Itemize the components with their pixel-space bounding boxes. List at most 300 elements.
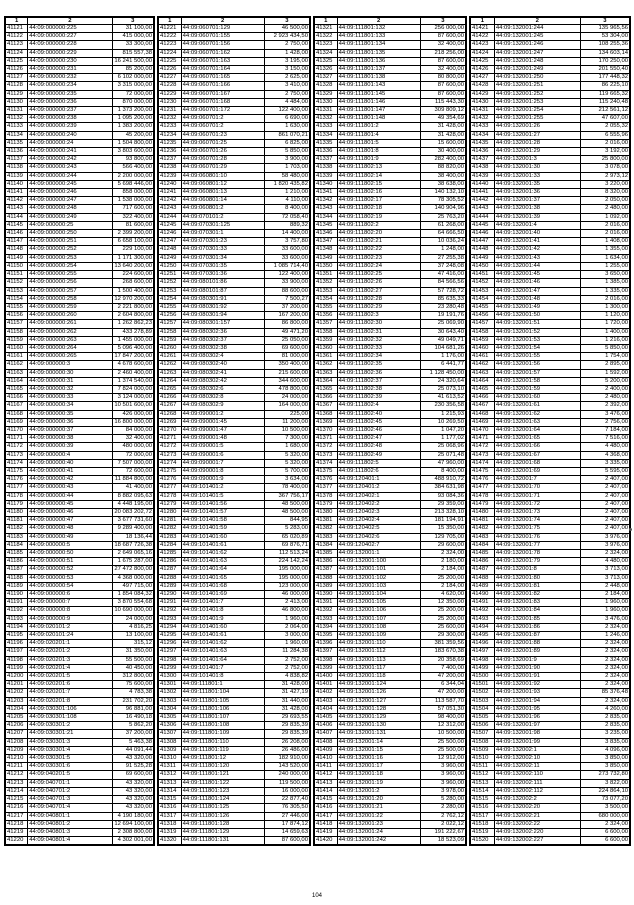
cadastral-number-cell: 44:09:101401:68 <box>181 582 264 590</box>
table-row <box>315 640 466 648</box>
row-number-cell: 41294 <box>159 623 182 631</box>
row-number-cell: 41510 <box>471 755 495 763</box>
table-row <box>6 90 154 98</box>
table-row <box>159 558 310 566</box>
value-cell: 2 407,00 <box>580 525 629 533</box>
value-cell: 25 069,90 <box>420 320 465 328</box>
value-cell: 31 100,00 <box>112 25 153 33</box>
value-cell: 2 973,12 <box>580 172 629 180</box>
cadastral-number-cell: 44:09:132001:113 <box>337 656 420 664</box>
cadastral-number-cell: 44:09:132001:65 <box>494 435 580 443</box>
table-row <box>315 681 466 689</box>
row-number-cell: 41465 <box>471 385 495 393</box>
value-cell: 3 634,00 <box>264 476 309 484</box>
value-cell: 2 448,00 <box>580 582 629 590</box>
row-number-cell: 41393 <box>315 615 338 623</box>
cadastral-number-cell: 44:09:132001:43 <box>494 254 580 262</box>
value-cell: 2 184,00 <box>580 591 629 599</box>
value-cell: 256 000,00 <box>420 25 465 33</box>
cadastral-number-cell: 44:09:132001:78 <box>494 550 580 558</box>
table-row <box>315 804 466 812</box>
value-cell: 1 373 200,00 <box>112 107 153 115</box>
value-cell: 85 200,00 <box>112 66 153 74</box>
cadastral-number-cell: 44:09:101401:5 <box>181 492 264 500</box>
cadastral-number-cell: 44:09:000000:43 <box>28 484 112 492</box>
row-number-cell: 41509 <box>471 746 495 754</box>
row-number-cell: 41270 <box>159 426 182 434</box>
value-cell: 2 324,00 <box>580 656 629 664</box>
cadastral-number-cell: 44:09:111802:6 <box>337 467 420 475</box>
value-cell: 43 320,00 <box>112 787 153 795</box>
table-row <box>315 213 466 221</box>
row-number-cell: 41300 <box>159 673 182 681</box>
value-cell: 566 400,00 <box>112 164 153 172</box>
cadastral-number-cell: 44:09:030301:3 <box>28 738 112 746</box>
value-cell: 5 320,00 <box>264 459 309 467</box>
table-row <box>6 33 154 41</box>
cadastral-number-cell: 44:09:111802:17 <box>337 197 420 205</box>
table-row <box>315 238 466 246</box>
row-number-cell: 41291 <box>159 599 182 607</box>
table-row <box>6 640 154 648</box>
row-number-cell: 41347 <box>315 238 338 246</box>
row-number-cell: 41247 <box>159 238 182 246</box>
value-cell: 225,00 <box>264 410 309 418</box>
table-row <box>471 238 630 246</box>
cadastral-number-cell: 44:09:111801:104 <box>181 689 264 697</box>
cadastral-number-cell: 44:09:070301:23 <box>181 238 264 246</box>
value-cell: 87 600,00 <box>420 33 465 41</box>
cadastral-number-cell: 44:09:132001:41 <box>494 238 580 246</box>
cadastral-number-cell: 44:09:132001:61 <box>494 402 580 410</box>
cadastral-number-cell: 44:09:132001:242 <box>337 837 420 845</box>
table-row <box>159 476 310 484</box>
table-row <box>315 812 466 820</box>
cadastral-number-cell: 44:09:030301:2 <box>28 722 112 730</box>
value-cell: 2 756,00 <box>580 418 629 426</box>
table-row <box>159 74 310 82</box>
cadastral-number-cell: 44:09:101401:9 <box>181 615 264 623</box>
cadastral-number-cell: 44:09:111801:126 <box>181 812 264 820</box>
value-cell: 433 278,89 <box>112 328 153 336</box>
cadastral-number-cell: 44:09:020201:5 <box>28 673 112 681</box>
table-row <box>159 771 310 779</box>
row-number-cell: 41184 <box>6 541 28 549</box>
row-number-cell: 41149 <box>6 254 28 262</box>
cadastral-number-cell: 44:09:060801:12 <box>181 180 264 188</box>
value-cell: 2 625,00 <box>264 74 309 82</box>
table-row <box>315 115 466 123</box>
table-row <box>159 164 310 172</box>
row-number-cell: 41339 <box>315 172 338 180</box>
value-cell: 181 194,91 <box>420 517 465 525</box>
table-row <box>6 41 154 49</box>
cadastral-number-cell: 44:09:111801:5 <box>337 139 420 147</box>
cadastral-number-cell: 44:09:080302:40 <box>181 361 264 369</box>
value-cell: 49 049,71 <box>420 336 465 344</box>
cadastral-number-cell: 44:09:000000:264 <box>28 344 112 352</box>
table-row <box>6 262 154 270</box>
value-cell: 889,32 <box>264 221 309 229</box>
cadastral-number-cell: 44:09:101401:57 <box>181 508 264 516</box>
cadastral-number-cell: 44:09:000000:41 <box>28 467 112 475</box>
value-cell: 2 016,00 <box>580 230 629 238</box>
value-cell: 7 500,27 <box>264 295 309 303</box>
row-number-cell: 41388 <box>315 574 338 582</box>
row-number-cell: 41236 <box>159 148 182 156</box>
cadastral-number-cell: 44:09:060701:166 <box>181 82 264 90</box>
cadastral-number-cell: 44:09:111801:131 <box>181 837 264 845</box>
value-cell: 3 078,00 <box>580 164 629 172</box>
value-cell: 27 446,00 <box>264 812 309 820</box>
row-number-cell: 41173 <box>6 451 28 459</box>
row-number-cell: 41275 <box>159 467 182 475</box>
value-cell: 3 900,00 <box>264 156 309 164</box>
row-number-cell: 41331 <box>315 107 338 115</box>
value-cell: 47 607,00 <box>580 115 629 123</box>
table-row <box>159 82 310 90</box>
cadastral-number-cell: 44:09:111802:38 <box>337 385 420 393</box>
cadastral-number-cell: 44:09:111802:23 <box>337 254 420 262</box>
table-row <box>315 591 466 599</box>
table-row <box>6 771 154 779</box>
value-cell: 2 064,00 <box>264 623 309 631</box>
cadastral-number-cell: 44:09:111802:3 <box>337 312 420 320</box>
cadastral-number-cell: 44:09:120402:2 <box>337 500 420 508</box>
row-number-cell: 41420 <box>315 837 338 845</box>
value-cell: 4 484,00 <box>264 98 309 106</box>
value-cell: 55 500,00 <box>112 656 153 664</box>
value-cell: 6 344,04 <box>420 681 465 689</box>
value-cell: 1 177,02 <box>420 435 465 443</box>
table-row <box>315 25 466 33</box>
value-cell: 119 500,00 <box>264 779 309 787</box>
value-cell: 6 825,00 <box>264 139 309 147</box>
value-cell: 87 600,00 <box>420 82 465 90</box>
value-cell: 12 912,00 <box>420 755 465 763</box>
table-row <box>315 418 466 426</box>
cadastral-number-cell: 44:09:000000:33 <box>28 394 112 402</box>
row-number-cell: 41383 <box>315 533 338 541</box>
value-cell: 2 280,00 <box>420 804 465 812</box>
row-number-cell: 41361 <box>315 353 338 361</box>
cadastral-number-cell: 44:09:080101:87 <box>181 287 264 295</box>
cadastral-number-cell: 44:09:132001:92 <box>494 681 580 689</box>
value-cell: 2 022,12 <box>420 820 465 828</box>
cadastral-number-cell: 44:09:132001:103 <box>337 582 420 590</box>
row-number-cell: 41472 <box>471 443 495 451</box>
cadastral-number-cell: 44:09:000000:31 <box>28 377 112 385</box>
row-number-cell: 41228 <box>159 82 182 90</box>
table-row <box>471 336 630 344</box>
value-cell: 2 407,00 <box>580 476 629 484</box>
row-number-cell: 41240 <box>159 180 182 188</box>
row-number-cell: 41515 <box>471 796 495 804</box>
table-row <box>315 279 466 287</box>
cadastral-number-cell: 44:09:132002:2 <box>494 796 580 804</box>
value-cell: 29 600,00 <box>420 541 465 549</box>
cadastral-number-cell: 44:09:132001:255 <box>494 115 580 123</box>
row-number-cell: 41180 <box>6 508 28 516</box>
value-cell: 25 200,00 <box>420 574 465 582</box>
cadastral-number-cell: 44:09:101401:65 <box>181 574 264 582</box>
value-cell: 2 407,00 <box>580 492 629 500</box>
row-number-cell: 41495 <box>471 632 495 640</box>
value-cell: 1 500 400,00 <box>112 287 153 295</box>
cadastral-number-cell: 44:09:132001:16 <box>337 755 420 763</box>
table-row <box>315 353 466 361</box>
cadastral-number-cell: 44:09:000000:53 <box>28 574 112 582</box>
value-cell: 2 324,00 <box>580 681 629 689</box>
row-number-cell: 41241 <box>159 189 182 197</box>
table-row <box>159 828 310 836</box>
value-cell: 4 302 001,00 <box>112 837 153 845</box>
row-number-cell: 41321 <box>315 25 338 33</box>
value-cell: 5 283,00 <box>264 525 309 533</box>
cadastral-number-cell: 44:09:132001:69 <box>494 467 580 475</box>
row-number-cell: 41214 <box>6 787 28 795</box>
table-row <box>315 508 466 516</box>
row-number-cell: 41430 <box>471 98 495 106</box>
cadastral-number-cell: 44:09:020201:7 <box>28 689 112 697</box>
value-cell: 5 698 446,00 <box>112 180 153 188</box>
row-number-cell: 41456 <box>471 312 495 320</box>
value-cell: 20 083 202,72 <box>112 508 153 516</box>
row-number-cell: 41327 <box>315 74 338 82</box>
table-row <box>6 115 154 123</box>
cadastral-number-cell: 44:09:132002:1 <box>494 746 580 754</box>
row-number-cell: 41379 <box>315 500 338 508</box>
table-row <box>6 673 154 681</box>
table-row <box>6 197 154 205</box>
value-cell: 25 071,48 <box>420 451 465 459</box>
row-number-cell: 41390 <box>315 591 338 599</box>
row-number-cell: 41519 <box>471 828 495 836</box>
table-row <box>6 459 154 467</box>
table-row <box>159 180 310 188</box>
cadastral-number-cell: 44:09:132001:46 <box>494 279 580 287</box>
table-row <box>471 25 630 33</box>
row-number-cell: 41446 <box>471 230 495 238</box>
row-number-cell: 41474 <box>471 459 495 467</box>
value-cell: 3 757,80 <box>264 238 309 246</box>
value-cell: 40 450,00 <box>112 664 153 672</box>
value-cell: 78 305,52 <box>420 197 465 205</box>
value-cell: 46 000,00 <box>264 591 309 599</box>
value-cell: 25 800,00 <box>580 156 629 164</box>
value-cell: 49 354,69 <box>420 115 465 123</box>
table-row <box>159 361 310 369</box>
row-number-cell: 41363 <box>315 369 338 377</box>
value-cell: 140 132,10 <box>420 189 465 197</box>
table-row <box>315 90 466 98</box>
table-row <box>6 484 154 492</box>
table-row <box>159 295 310 303</box>
table-row <box>6 172 154 180</box>
row-number-cell: 41330 <box>315 98 338 106</box>
cadastral-number-cell: 44:09:060701:25 <box>181 139 264 147</box>
row-number-cell: 41195 <box>6 632 28 640</box>
cadastral-number-cell: 44:09:111801:12 <box>181 755 264 763</box>
cadastral-number-cell: 44:09:132001:70 <box>494 484 580 492</box>
value-cell: 25 763,20 <box>420 213 465 221</box>
table-row <box>471 779 630 787</box>
row-number-cell: 41280 <box>159 508 182 516</box>
table-row <box>159 262 310 270</box>
row-number-cell: 41121 <box>6 25 28 33</box>
cadastral-number-cell: 44:09:132001:3 <box>494 156 580 164</box>
value-cell: 123 000,00 <box>264 582 309 590</box>
value-cell: 5 850,00 <box>264 148 309 156</box>
cadastral-number-cell: 44:09:132001:14 <box>337 738 420 746</box>
value-cell: 10 500,00 <box>420 730 465 738</box>
cadastral-number-cell: 44:09:090001:8 <box>181 467 264 475</box>
cadastral-number-cell: 44:09:132001:95 <box>494 705 580 713</box>
row-number-cell: 41481 <box>471 517 495 525</box>
table-row <box>471 189 630 197</box>
row-number-cell: 41161 <box>6 353 28 361</box>
cadastral-number-cell: 44:09:101401:63 <box>181 558 264 566</box>
cadastral-number-cell: 44:09:132001:253 <box>494 98 580 106</box>
row-number-cell: 41412 <box>315 771 338 779</box>
row-number-cell: 41423 <box>471 41 495 49</box>
value-cell: 4 190 180,00 <box>112 812 153 820</box>
row-number-cell: 41479 <box>471 500 495 508</box>
cadastral-number-cell: 44:09:111802:2 <box>337 221 420 229</box>
row-number-cell: 41205 <box>6 714 28 722</box>
cadastral-number-cell: 44:09:132001:4 <box>494 221 580 229</box>
cadastral-number-cell: 44:09:000000:38 <box>28 435 112 443</box>
value-cell: 322 400,00 <box>112 213 153 221</box>
row-number-cell: 41146 <box>6 230 28 238</box>
cadastral-number-cell: 44:09:132002:111 <box>494 779 580 787</box>
cadastral-number-cell: 44:09:132001:45 <box>494 271 580 279</box>
value-cell: 31 428,00 <box>264 705 309 713</box>
cadastral-number-cell: 44:09:111802:32 <box>337 336 420 344</box>
value-cell: 1 171 300,00 <box>112 254 153 262</box>
table-row <box>471 66 630 74</box>
table-row <box>471 812 630 820</box>
table-row <box>471 476 630 484</box>
row-number-cell: 41371 <box>315 435 338 443</box>
row-number-cell: 41501 <box>471 681 495 689</box>
table-row <box>6 664 154 672</box>
table-row <box>6 517 154 525</box>
cadastral-number-cell: 44:09:000000:251 <box>28 238 112 246</box>
table-row <box>471 828 630 836</box>
row-number-cell: 41471 <box>471 435 495 443</box>
value-cell: 72 000,00 <box>112 90 153 98</box>
value-cell: 4 368,00 <box>580 451 629 459</box>
value-cell: 2 750,00 <box>264 90 309 98</box>
table-row <box>471 582 630 590</box>
cadastral-number-cell: 44:09:132001:82 <box>494 591 580 599</box>
row-number-cell: 41386 <box>315 558 338 566</box>
table-row <box>315 66 466 74</box>
row-number-cell: 41359 <box>315 336 338 344</box>
value-cell: 22 877,40 <box>264 796 309 804</box>
row-number-cell: 41484 <box>471 541 495 549</box>
cadastral-number-cell: 44:09:060801:2 <box>181 205 264 213</box>
cadastral-number-cell: 44:09:111802:48 <box>337 443 420 451</box>
row-number-cell: 41348 <box>315 246 338 254</box>
value-cell: 3 650,00 <box>580 271 629 279</box>
table-row <box>315 197 466 205</box>
value-cell: 282 400,00 <box>420 156 465 164</box>
cadastral-number-cell: 44:09:132002:20 <box>494 804 580 812</box>
cadastral-number-cell: 44:09:132001:80 <box>494 574 580 582</box>
cadastral-number-cell: 44:09:101401:2 <box>181 484 264 492</box>
table-row <box>159 492 310 500</box>
table-row <box>315 599 466 607</box>
cadastral-number-cell: 44:09:060701:26 <box>181 148 264 156</box>
value-cell: 5 280,00 <box>420 796 465 804</box>
value-cell: 2 750,00 <box>264 41 309 49</box>
value-cell: 135 965,56 <box>580 25 629 33</box>
cadastral-number-cell: 44:09:040701:3 <box>28 796 112 804</box>
row-number-cell: 41171 <box>6 435 28 443</box>
row-number-cell: 41407 <box>315 730 338 738</box>
row-number-cell: 41445 <box>471 221 495 229</box>
cadastral-number-cell: 44:09:132001:42 <box>494 246 580 254</box>
value-cell: 53 304,00 <box>580 33 629 41</box>
cadastral-number-cell: 44:09:132002:11 <box>494 763 580 771</box>
table-row <box>6 320 154 328</box>
row-number-cell: 41311 <box>159 763 182 771</box>
table-row <box>6 361 154 369</box>
table-row <box>471 689 630 697</box>
row-number-cell: 41381 <box>315 517 338 525</box>
table-row <box>6 369 154 377</box>
table-row <box>315 443 466 451</box>
table-row <box>159 328 310 336</box>
table-row <box>315 328 466 336</box>
row-number-cell: 41338 <box>315 164 338 172</box>
cadastral-number-cell: 44:09:101401:59 <box>181 525 264 533</box>
cadastral-number-cell: 44:09:040801:3 <box>28 828 112 836</box>
table-row <box>471 344 630 352</box>
row-number-cell: 41310 <box>159 755 182 763</box>
row-number-cell: 41385 <box>315 550 338 558</box>
value-cell: 1 400,00 <box>580 328 629 336</box>
table-row <box>471 550 630 558</box>
cadastral-number-cell: 44:09:132001:131 <box>337 730 420 738</box>
row-number-cell: 41217 <box>6 812 28 820</box>
table-row <box>159 705 310 713</box>
table-row <box>471 623 630 631</box>
cadastral-number-cell: 44:09:000000:228 <box>28 41 112 49</box>
table-row <box>6 582 154 590</box>
value-cell: 10 269,50 <box>420 418 465 426</box>
cadastral-number-cell: 44:09:060701:168 <box>181 98 264 106</box>
cadastral-number-cell: 44:09:101401:62 <box>181 550 264 558</box>
table-row <box>315 361 466 369</box>
table-block-2 <box>157 16 311 846</box>
row-number-cell: 41352 <box>315 279 338 287</box>
table-row <box>159 90 310 98</box>
value-cell: 10 500,00 <box>264 426 309 434</box>
value-cell: 86 225,10 <box>580 82 629 90</box>
table-row <box>471 57 630 65</box>
table-row <box>159 279 310 287</box>
cadastral-number-cell: 44:09:060701:162 <box>181 49 264 57</box>
cadastral-number-cell: 44:09:132001:128 <box>337 705 420 713</box>
row-number-cell: 41492 <box>471 607 495 615</box>
value-cell: 2 649 065,16 <box>112 550 153 558</box>
row-number-cell: 41243 <box>159 205 182 213</box>
value-cell: 195 000,00 <box>264 566 309 574</box>
cadastral-number-cell: 44:09:020201:2 <box>28 648 112 656</box>
